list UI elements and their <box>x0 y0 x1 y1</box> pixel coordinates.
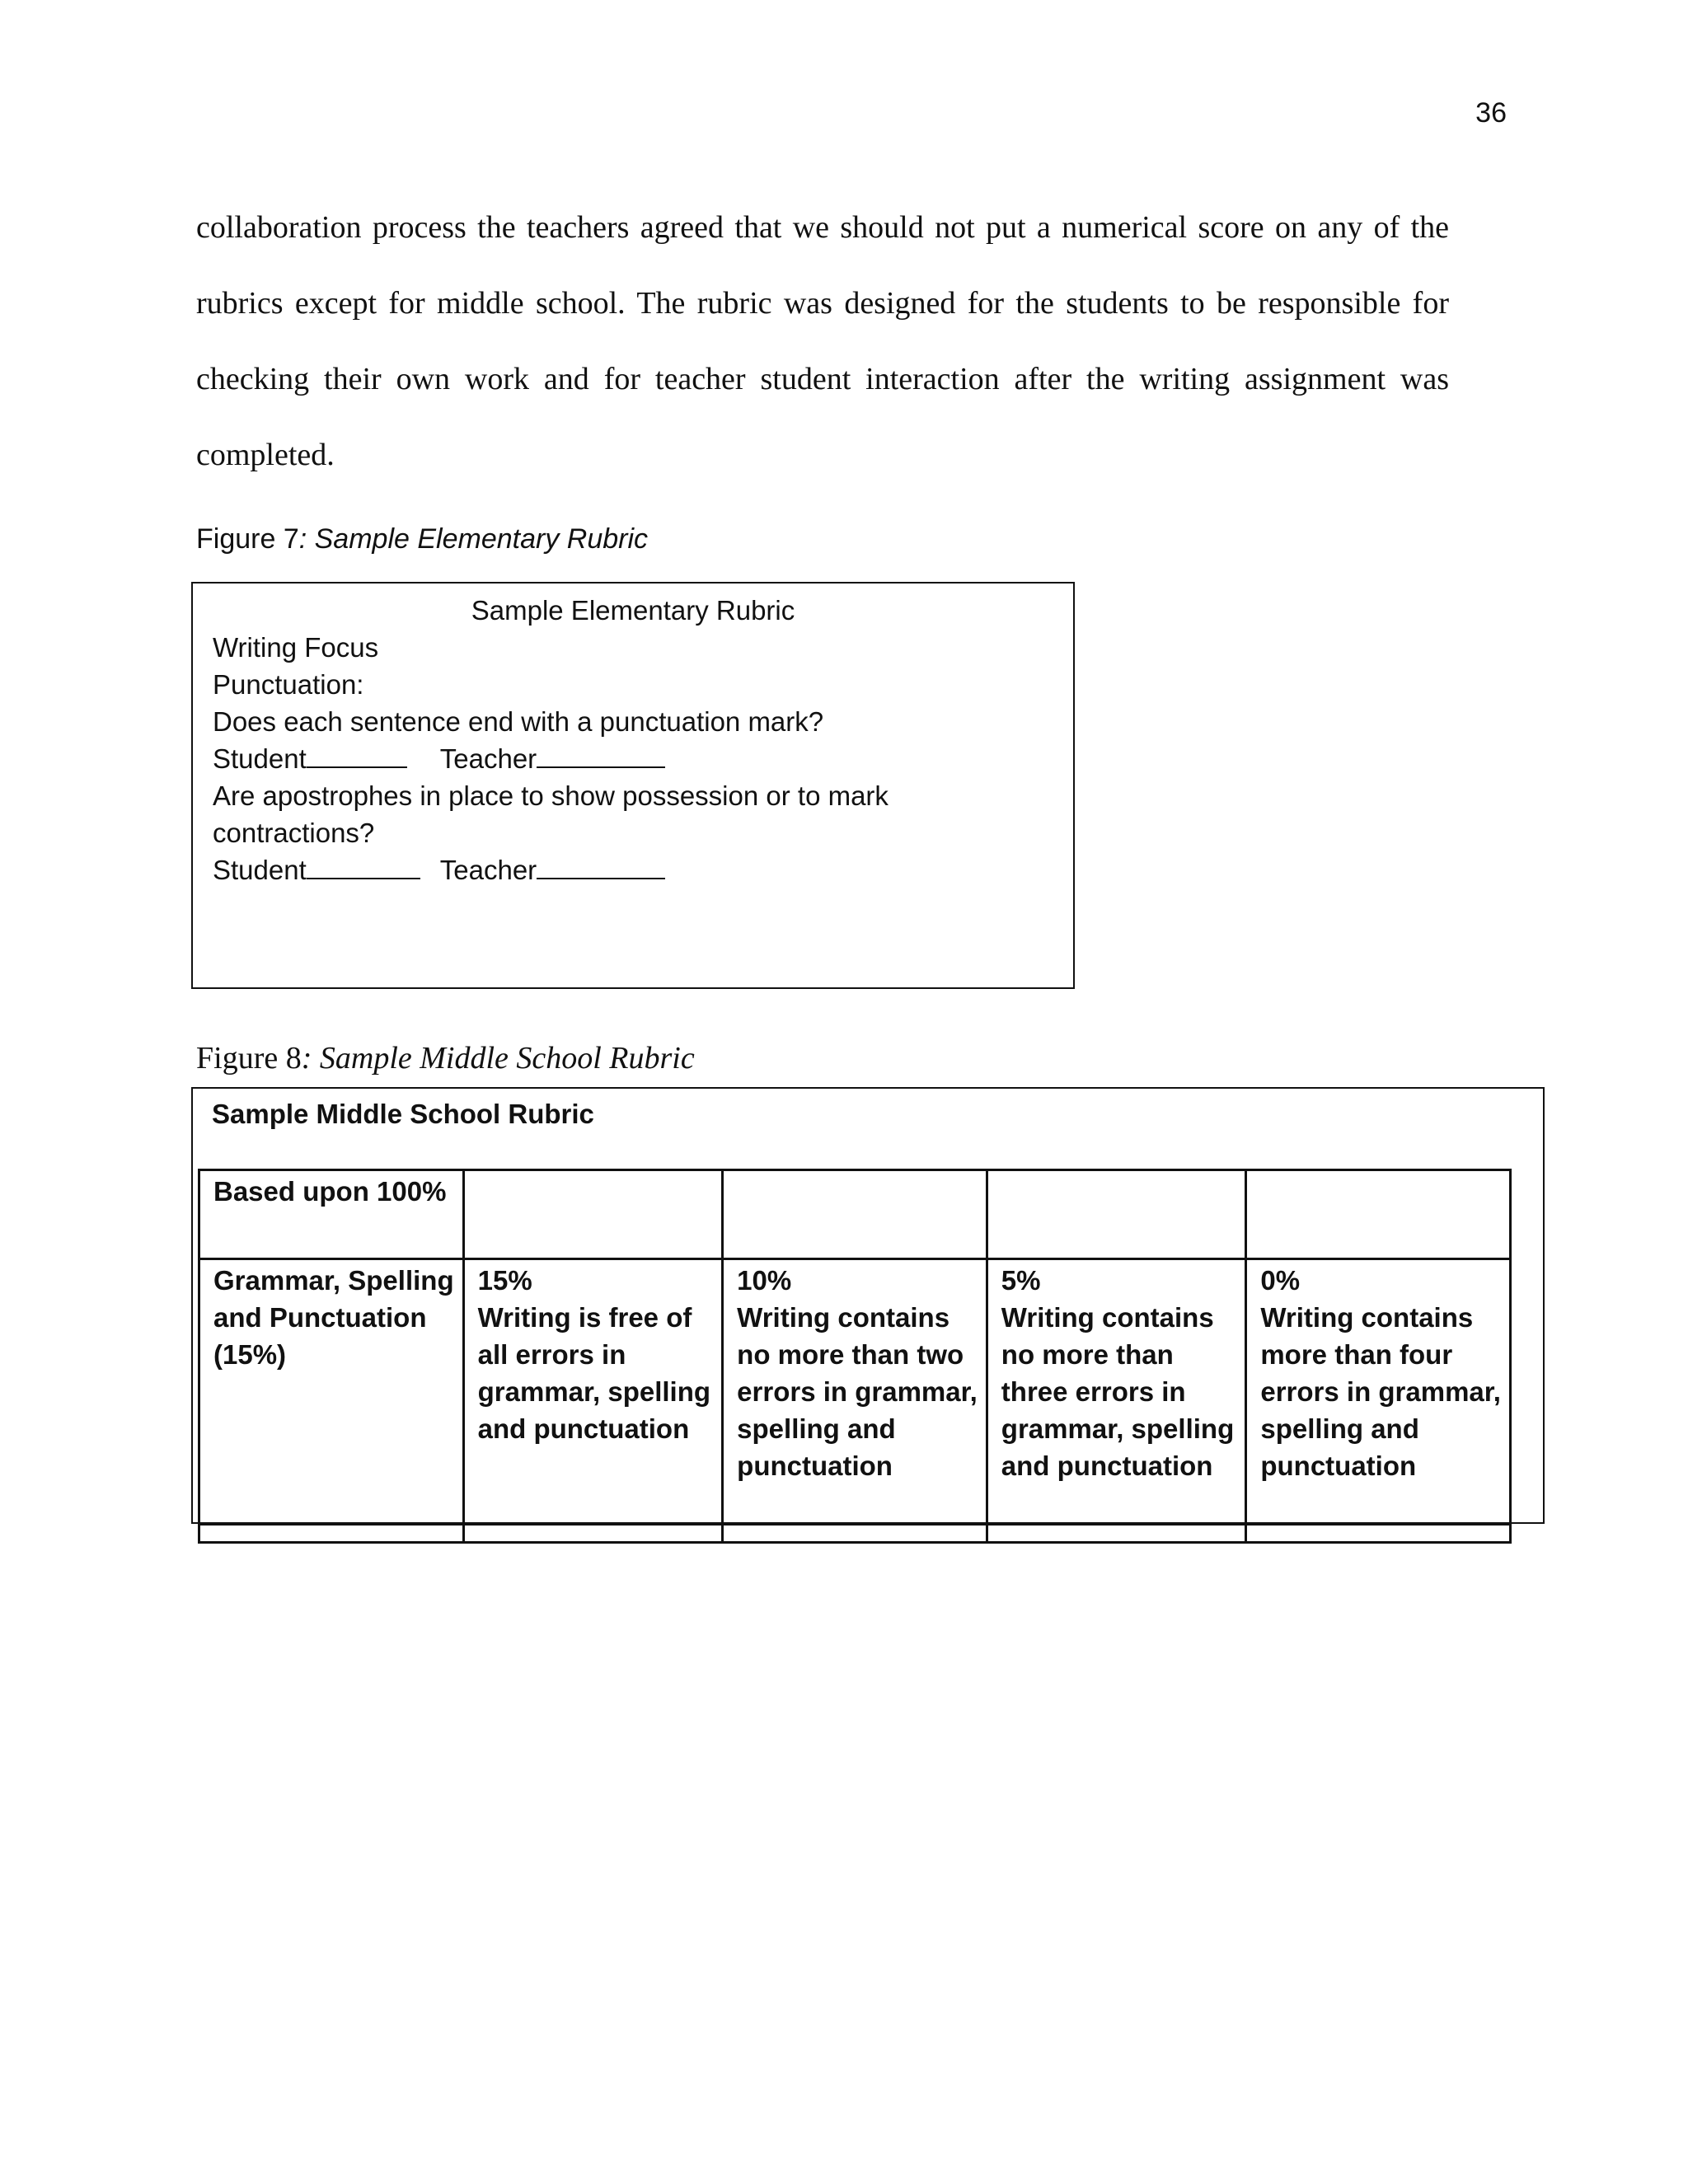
table-cell <box>463 1525 723 1543</box>
writing-focus-label: Writing Focus <box>213 632 379 663</box>
body-line: collaboration process the teachers agreed that we should not put a numerical score on any of the <box>196 210 1449 245</box>
cell-text: and punctuation <box>477 1413 690 1444</box>
figure-7-label: Figure 7 <box>196 523 299 555</box>
table-row <box>199 1170 1511 1259</box>
criteria-cell-10 <box>723 1259 987 1525</box>
cell-percent: 10% <box>737 1265 792 1296</box>
body-paragraph <box>196 190 1449 493</box>
table-row <box>199 1525 1511 1543</box>
student-blank <box>307 742 407 768</box>
cell-text: punctuation <box>1260 1451 1417 1481</box>
teacher-blank <box>537 853 665 879</box>
table-cell <box>1246 1525 1511 1543</box>
criteria-cell-5 <box>987 1259 1246 1525</box>
student-label: Student <box>213 855 307 885</box>
table-header-cell <box>199 1170 464 1259</box>
row-label-cell <box>199 1259 464 1525</box>
teacher-label: Teacher <box>439 855 537 885</box>
body-line: checking their own work and for teacher student interaction after the writing assignment was <box>196 362 1449 396</box>
cell-text: Grammar, Spelling <box>213 1265 454 1296</box>
figure-8-label: Figure 8 <box>196 1041 302 1076</box>
table-cell <box>723 1170 987 1259</box>
question-sentence-end: Does each sentence end with a punctuation mark? <box>213 706 824 737</box>
table-cell <box>1246 1170 1511 1259</box>
figure-7-caption <box>196 523 648 555</box>
cell-text: Writing contains <box>737 1302 950 1333</box>
cell-text: grammar, spelling <box>1001 1413 1235 1444</box>
table-row <box>199 1259 1511 1525</box>
table-cell <box>463 1170 723 1259</box>
cell-text: (15%) <box>213 1339 287 1370</box>
figure-8-caption <box>196 1040 695 1076</box>
cell-text: Writing contains <box>1001 1302 1214 1333</box>
cell-text: Writing is free of <box>477 1302 692 1333</box>
body-line: completed. <box>196 438 335 472</box>
cell-text: three errors in <box>1001 1376 1186 1407</box>
cell-text: all errors in <box>477 1339 626 1370</box>
cell-percent: 0% <box>1260 1265 1301 1296</box>
middle-school-rubric-title: Sample Middle School Rubric <box>212 1099 594 1129</box>
cell-text: Writing contains <box>1260 1302 1474 1333</box>
signoff-row-2 <box>213 851 1073 888</box>
question-apostrophes-cont: contractions? <box>213 818 375 848</box>
cell-text: errors in grammar, <box>737 1376 978 1407</box>
table-cell <box>199 1525 464 1543</box>
table-cell <box>723 1525 987 1543</box>
cell-text: and Punctuation <box>213 1302 427 1333</box>
cell-text: spelling and <box>737 1413 896 1444</box>
student-blank <box>307 853 420 879</box>
body-line: rubrics except for middle school. The rubric was designed for the students to be responsible for <box>196 286 1449 321</box>
cell-text: more than four <box>1260 1339 1453 1370</box>
page-number: 36 <box>1475 97 1507 129</box>
question-apostrophes: Are apostrophes in place to show possession or to mark <box>213 780 889 811</box>
elementary-rubric-box <box>191 582 1075 989</box>
punctuation-label: Punctuation: <box>213 669 364 700</box>
cell-text: errors in grammar, <box>1260 1376 1501 1407</box>
cell-text: no more than two <box>737 1339 964 1370</box>
cell-percent: 5% <box>1001 1265 1041 1296</box>
teacher-label: Teacher <box>439 743 537 774</box>
cell-text: punctuation <box>737 1451 893 1481</box>
cell-text: spelling and <box>1260 1413 1419 1444</box>
student-label: Student <box>213 743 307 774</box>
cell-text: grammar, spelling <box>477 1376 711 1407</box>
criteria-cell-0 <box>1246 1259 1511 1525</box>
cell-text: no more than <box>1001 1339 1174 1370</box>
cell-text: Based upon 100% <box>213 1176 447 1207</box>
table-cell <box>987 1170 1246 1259</box>
elementary-rubric-title: Sample Elementary Rubric <box>471 595 795 626</box>
signoff-row-1 <box>213 740 1073 777</box>
figure-8-title: : Sample Middle School Rubric <box>301 1041 695 1076</box>
middle-school-rubric-table <box>198 1169 1512 1544</box>
cell-percent: 15% <box>477 1265 532 1296</box>
criteria-cell-15 <box>463 1259 723 1525</box>
cell-text: and punctuation <box>1001 1451 1213 1481</box>
table-cell <box>987 1525 1246 1543</box>
figure-7-title: : Sample Elementary Rubric <box>298 523 649 555</box>
teacher-blank <box>537 742 665 768</box>
